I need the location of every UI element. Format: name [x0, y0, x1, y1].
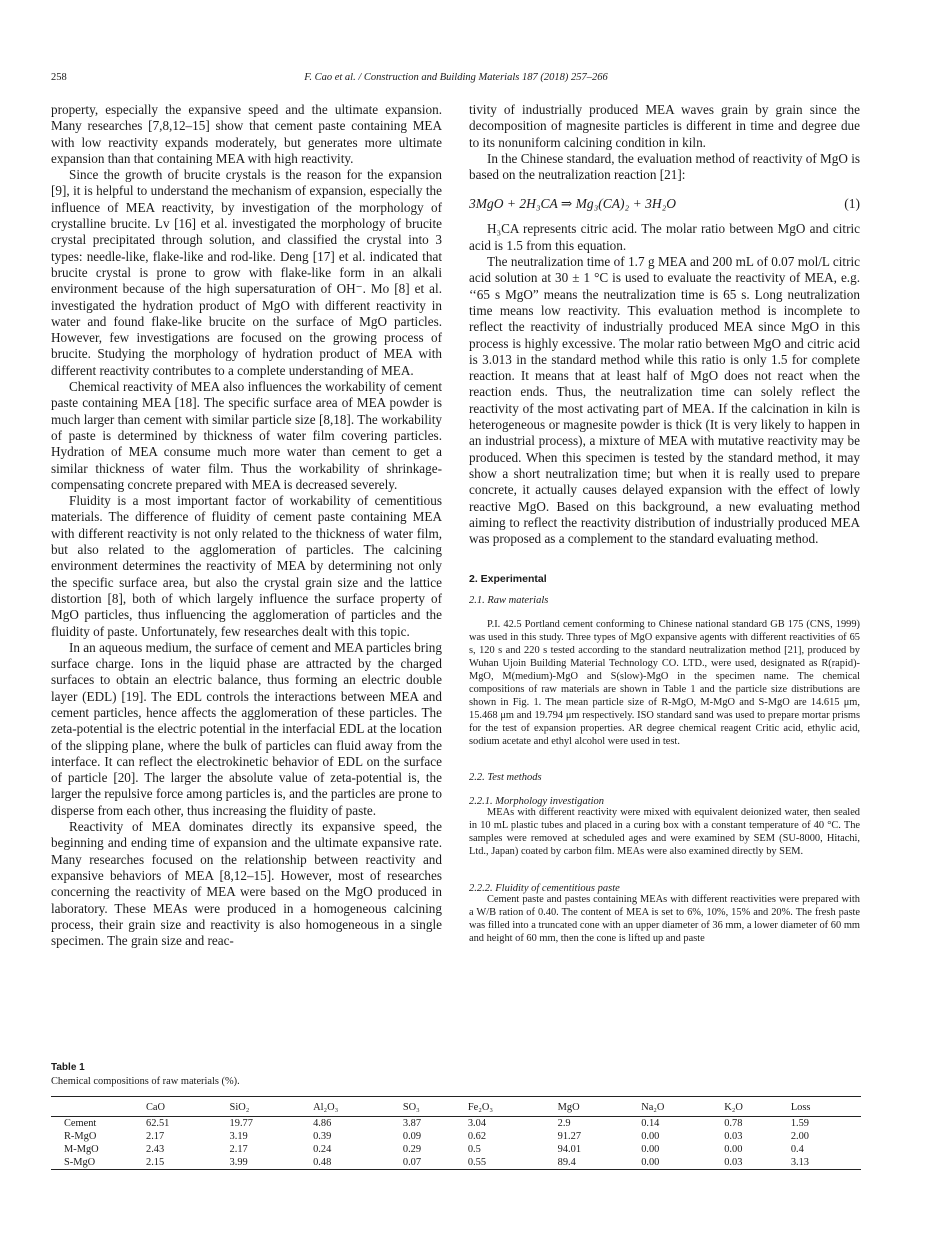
left-paragraph-6: Reactivity of MEA dominates directly its expansive speed, the beginning and ending time of expansion and the ultimate expansive rate. Many researches focused on the relationship between reactivity and expansive behaviors of MEA [8,12–15]. However, most of researches concerning the reactivity of MEA were based on the MgO produced in laboratory. These MEAs were produced in a homogeneous calcining process, their grain size and reactivity is also homogeneous in a single specimen. The grain size and reac- — [51, 819, 442, 949]
table-cell: 3.99 — [229, 1157, 248, 1168]
table-cell: 0.14 — [641, 1118, 660, 1129]
page-header — [51, 72, 861, 88]
table-cell: 0.78 — [724, 1118, 743, 1129]
table-cell: 2.43 — [146, 1144, 165, 1155]
left-paragraph-5: In an aqueous medium, the surface of cement and MEA particles bring surface charge. Ions in the liquid phase are attracted by the charged surfaces to obtain an electric balance, thus forming an electric double layer (EDL) [19]. The EDL controls the interactions between MEA and cement particles, hence affects the agglomeration of these particles. The zeta-potential is the electric potential in the interfacial EDL at the location of the slipping plane, where the bulk of particles can fluid away from the interface. It can reflect the electrokinetic behavior of EDL on the surface of particle [20]. The larger the absolute value of zeta-potential is, the larger the repulsive force among particles is, and the particles are prone to disperse from each other, thus increasing the fluidity of paste. — [51, 639, 442, 818]
table-cell: M-MgO — [64, 1144, 99, 1155]
table-cell: 3.19 — [229, 1131, 248, 1142]
table-cell: 3.04 — [467, 1118, 487, 1129]
morphology-paragraph: MEAs with different reactivity were mixed with equivalent deionized water, then sealed in 10 mL plastic tubes and placed in a curing box with a constant temperature of 40 °C. The samples were removed at scheduled ages and were examined by SEM (SU-8000, Hitachi, Ltd., Japan) coated by carbon film. MEAs were also examined directly by SEM. — [469, 807, 860, 858]
table-cell: 0.62 — [467, 1131, 487, 1142]
left-paragraph-2: Since the growth of brucite crystals is the reason for the expansion [9], it is helpful to understand the mechanism of expansion, especially the influence of MEA reactivity, by investigation of the morphology of crystalline brucite. Lv [16] et al. investigated the morphology of brucite crystal precipitated through solution, and classified the crystal into 3 types: needle-like, flake-like and rod-like. Deng [17] et al. indicated that brucite crystal is prone to grow with flake-like form in an alkali environment because of the high supersaturation of OH⁻. Mo [8] et al. investigated the hydration product of MgO with different reactivity in water and found flake-like brucite on the surface of MgO particles. However, few investigations are focused on the growing process of brucite. Studying the morphology of hydration product of MEA with different reactivity contributes to a complete understanding of MEA. — [51, 167, 442, 378]
table-header-cell — [51, 1097, 146, 1117]
table-cell: 3.13 — [790, 1157, 809, 1168]
right-paragraph-1: tivity of industrially produced MEA waves grain by grain since the decomposition of magnesite particles is different in time and degree due to its nonuniform calcining condition in kiln. — [469, 102, 860, 150]
table-cell: 62.51 — [146, 1118, 170, 1129]
table-cell: 2.15 — [146, 1157, 165, 1168]
table-cell: 4.86 — [313, 1118, 332, 1129]
composition-table — [51, 1096, 861, 1170]
equation-1 — [469, 196, 860, 212]
table-cell: 0.39 — [313, 1131, 332, 1142]
page-number: 258 — [51, 72, 67, 83]
table-row — [51, 1156, 861, 1170]
table-cell: R-MgO — [64, 1131, 97, 1142]
right-paragraph-3: H₃CA represents citric acid. The molar ratio between MgO and citric acid is 1.5 from this equation. — [469, 221, 860, 253]
table-caption: Chemical compositions of raw materials (%). — [51, 1076, 240, 1087]
table-cell: 2.17 — [229, 1144, 248, 1155]
table-cell: 91.27 — [557, 1131, 582, 1142]
left-paragraph-4: Fluidity is a most important factor of workability of cementitious materials. The difference of fluidity of cement paste containing MEA with different reactivity is not only related to the thickness of water film, but also related to the agglomeration of particles. The calcining environment determines the reactivity of MEA by determining not only the specific surface area, but also the crystal grain size and the lattice distortion [8], both of which largely influence the surface property of MgO particles, thus influencing the agglomeration of particles and the fluidity of paste. Unfortunately, few researches dealt with this topic. — [51, 493, 442, 639]
table-cell: 2.00 — [790, 1131, 809, 1142]
table-cell: 3.87 — [402, 1118, 422, 1129]
table-cell: 0.07 — [402, 1157, 422, 1168]
table-cell: 0.00 — [641, 1157, 660, 1168]
table-cell: 0.00 — [641, 1131, 660, 1142]
table-header-cell: Loss — [790, 1102, 811, 1113]
table-cell: 89.4 — [557, 1157, 576, 1168]
table-cell: Cement — [64, 1118, 97, 1129]
table-header-cell: Fe₂O₃ — [467, 1102, 493, 1113]
table-label: Table 1 — [51, 1062, 85, 1073]
table-header-cell: MgO — [557, 1102, 580, 1113]
left-column — [51, 102, 442, 949]
table-header-cell: Al₂O₃ — [313, 1102, 339, 1113]
equation-number: (1) — [844, 196, 860, 212]
table-cell: 94.01 — [557, 1144, 582, 1155]
table-header-cell: SO₃ — [402, 1102, 420, 1113]
table-cell: 2.9 — [557, 1118, 571, 1129]
table-header-cell: SiO₂ — [229, 1102, 250, 1113]
table-row — [51, 1143, 861, 1156]
table-cell: 0.48 — [313, 1157, 332, 1168]
table-row — [51, 1130, 861, 1143]
equation-text: 3MgO + 2H₃CA ⇒ Mg₃(CA)₂ + 3H₂O — [469, 196, 677, 212]
table-1 — [51, 1062, 861, 1170]
table-cell: 1.59 — [790, 1118, 809, 1129]
subsection-title-raw-materials: 2.1. Raw materials — [469, 595, 549, 607]
subsubsection-title-fluidity: 2.2.2. Fluidity of cementitious paste — [469, 883, 620, 895]
fluidity-paragraph: Cement paste and pastes containing MEAs with different reactivities were prepared with a W/B ration of 0.40. The content of MEA is set to 6%, 10%, 15% and 20%. The fresh paste was filled into a truncated cone with an upper diameter of 36 mm, a lower diameter of 60 mm and height of 60 mm, then the cone is lifted up and paste — [469, 894, 860, 944]
table-cell: 0.00 — [641, 1144, 660, 1155]
table-cell: 0.00 — [724, 1144, 743, 1155]
table-header-cell: CaO — [146, 1102, 166, 1113]
table-cell: 0.24 — [313, 1144, 332, 1155]
section-title-experimental: 2. Experimental — [469, 573, 547, 586]
table-cell: 2.17 — [146, 1131, 165, 1142]
subsection-title-test-methods: 2.2. Test methods — [469, 772, 542, 784]
table-cell: S-MgO — [64, 1157, 96, 1168]
table-cell: 0.4 — [790, 1144, 804, 1155]
running-title: F. Cao et al. / Construction and Building Materials 187 (2018) 257–266 — [304, 72, 608, 83]
right-paragraph-4: The neutralization time of 1.7 g MEA and 200 mL of 0.07 mol/L citric acid solution at 30 ± 1 °C is used to evaluate the reactivity of MEA, e.g. ‘‘65 s MgO” means the neutralization time is 65 s. Long neutralization time means low reactivity. This evaluation method is incomplete to reflect the reactivity of industrially produced MEA since MgO in this process is highly excessive. The molar ratio between MgO and citric acid is 3.013 in the standard method while this ratio is only 1.5 for complete reaction. It means that at least half of MgO does not react when the reaction ends. Thus, the neutralization time can solely reflect the reactivity of the most activating part of MEA. If the calcination in kiln is heterogeneous or magnesite powder is thick (It is very likely to happen in an industrial process), a mixture of MEA with mutative reactivity may be produced. When this specimen is tested by the standard method, it may show a short neutralization time; but when it is really used to prepare concrete, it actually causes delayed expansion with the effect of lowly reactive MgO. Based on this background, a new evaluating method aiming to reflect the reactivity distribution of industrially produced MEA was proposed as a complement to the standard evaluating method. — [469, 254, 860, 547]
left-paragraph-3: Chemical reactivity of MEA also influences the workability of cement paste containing MEA [18]. The specific surface area of MEA powder is much larger than cement with similar particle size [8,18]. The workability of paste is determined by thickness of water film covering particles. Hydration of MEA consume much more water than cement to get a similar thickness of water film. Thus the workability of shrinkage-compensating concrete prepared with MEA is decreased severely. — [51, 379, 442, 492]
table-cell: 0.55 — [467, 1157, 487, 1168]
table-header-cell: Na₂O — [641, 1102, 665, 1113]
left-paragraph-1: property, especially the expansive speed and the ultimate expansion. Many researches [7,8,12–15] show that cement paste containing MEA with low reactivity expands moderately, but generates more ultimate expansion than that containing MEA with high reactivity. — [51, 102, 442, 166]
table-cell: 0.29 — [402, 1144, 422, 1155]
table-cell: 0.5 — [467, 1144, 481, 1155]
table-cell: 0.03 — [724, 1157, 743, 1168]
table-row — [51, 1117, 861, 1131]
subsubsection-title-morphology: 2.2.1. Morphology investigation — [469, 796, 605, 808]
right-paragraph-2: In the Chinese standard, the evaluation method of reactivity of MgO is based on the neutralization reaction [21]: — [469, 150, 860, 183]
right-column — [469, 102, 860, 946]
table-header-cell: K₂O — [724, 1102, 743, 1113]
table-cell: 0.03 — [724, 1131, 743, 1142]
table-header-row — [51, 1097, 861, 1117]
table-cell: 19.77 — [229, 1118, 253, 1129]
raw-materials-paragraph: P.I. 42.5 Portland cement conforming to Chinese national standard GB 175 (CNS, 1999) was used in this study. Three types of MgO expansive agents with different reactivities of 65 s, 120 s and 220 s tested according to the standard neutralization method [21], produced by Wuhan Ujoin Building Material Technology CO. LTD., were used, designated as R(rapid)-MgO, M(medium)-MgO and S(slow)-MgO in the specimen name. The chemical compositions of raw materials are shown in Table 1 and the particle size distributions are shown in Fig. 1. The mean particle size of R-MgO, M-MgO and S-MgO are 14.615 μm, 15.468 μm and 19.794 μm respectively. ISO standard sand was used to prepare mortar prisms for the test of expansion properties. AR degree chemical reagent Critic acid, ethylic acid, sodium acetate and ethyl alcohol were used in test. — [469, 619, 860, 747]
table-cell: 0.09 — [402, 1131, 422, 1142]
